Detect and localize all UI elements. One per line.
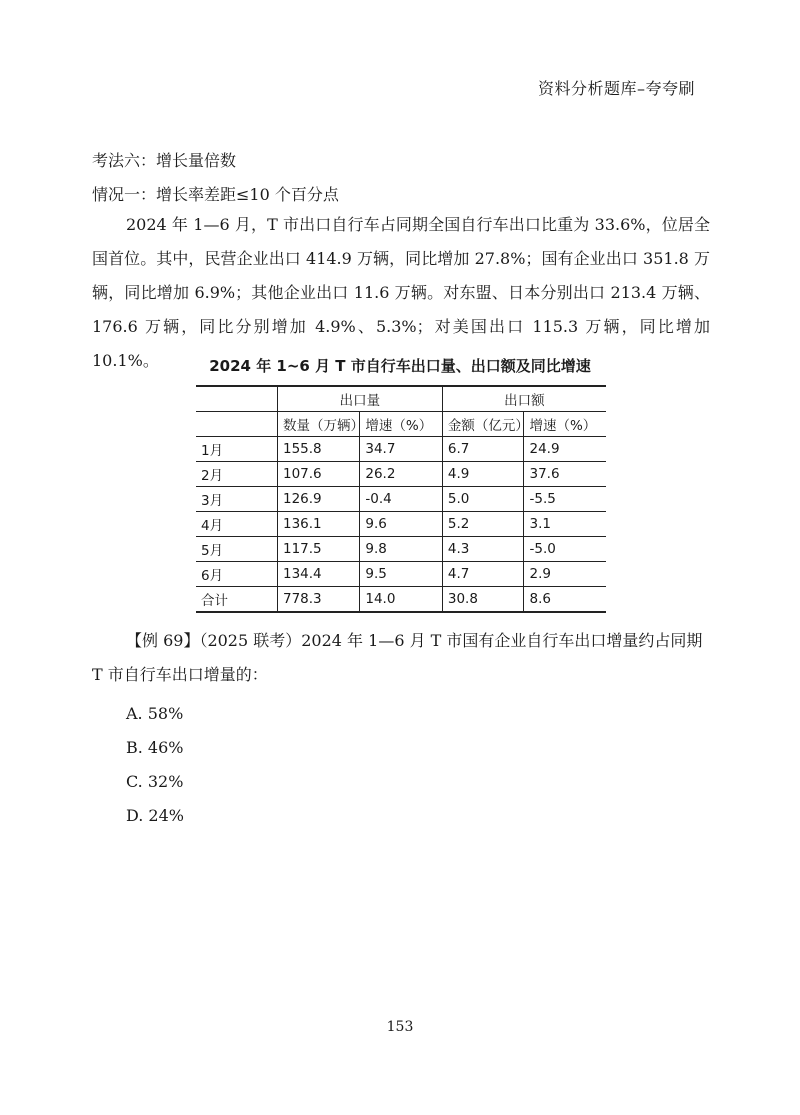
table-row <box>196 462 606 487</box>
row-label: 2月 <box>196 462 278 487</box>
table-cell: 6.7 <box>442 437 524 462</box>
table-row <box>196 562 606 587</box>
table-cell: 2.9 <box>524 562 606 587</box>
table-group-header-row <box>196 386 606 412</box>
table-cell: 26.2 <box>360 462 442 487</box>
table-cell: 107.6 <box>278 462 360 487</box>
sub-header: 数量（万辆） <box>278 412 360 437</box>
option-d[interactable]: D. 24% <box>126 806 184 825</box>
table-cell: 136.1 <box>278 512 360 537</box>
case-title: 情况一：增长率差距≤10 个百分点 <box>92 185 339 204</box>
table-cell: 37.6 <box>524 462 606 487</box>
section-title: 考法六：增长量倍数 <box>92 151 237 170</box>
table-cell: 5.2 <box>442 512 524 537</box>
table-row <box>196 437 606 462</box>
page-number: 153 <box>386 1019 414 1035</box>
export-table <box>196 385 606 613</box>
table-cell: 14.0 <box>360 587 442 613</box>
row-label: 3月 <box>196 487 278 512</box>
sub-header: 增速（%） <box>360 412 442 437</box>
option-b[interactable]: B. 46% <box>126 738 184 757</box>
table-cell: 30.8 <box>442 587 524 613</box>
table-cell: 155.8 <box>278 437 360 462</box>
table-cell: 4.7 <box>442 562 524 587</box>
table-corner-cell <box>196 412 278 437</box>
table-cell: 5.0 <box>442 487 524 512</box>
table-cell: 9.6 <box>360 512 442 537</box>
table-cell: 3.1 <box>524 512 606 537</box>
table-title: 2024 年 1~6 月 T 市自行车出口量、出口额及同比增速 <box>209 357 591 375</box>
sub-header: 金额（亿元） <box>442 412 524 437</box>
table-cell: -0.4 <box>360 487 442 512</box>
group-header-volume: 出口量 <box>278 386 443 412</box>
row-label: 1月 <box>196 437 278 462</box>
group-header-value: 出口额 <box>442 386 606 412</box>
question-text: 【例 69】（2025 联考）2024 年 1—6 月 T 市国有企业自行车出口增量约占同期 T 市自行车出口增量的： <box>92 631 703 684</box>
table-sub-header-row <box>196 412 606 437</box>
page-header: 资料分析题库–夸夸刷 <box>537 79 695 98</box>
option-c[interactable]: C. 32% <box>126 772 184 791</box>
table-cell: 9.5 <box>360 562 442 587</box>
table-row <box>196 512 606 537</box>
table-corner-cell <box>196 386 278 412</box>
table-cell: 4.3 <box>442 537 524 562</box>
table-cell: 778.3 <box>278 587 360 613</box>
table-cell: -5.5 <box>524 487 606 512</box>
row-label: 合计 <box>196 587 278 613</box>
table-cell: 34.7 <box>360 437 442 462</box>
table-cell: 4.9 <box>442 462 524 487</box>
sub-header: 增速（%） <box>524 412 606 437</box>
table-total-row <box>196 587 606 613</box>
table-cell: 117.5 <box>278 537 360 562</box>
table-row <box>196 487 606 512</box>
table-cell: 24.9 <box>524 437 606 462</box>
table-row <box>196 537 606 562</box>
table-cell: 126.9 <box>278 487 360 512</box>
material-paragraph: 2024 年 1—6 月，T 市出口自行车占同期全国自行车出口比重为 33.6%，位居全国首位。其中，民营企业出口 414.9 万辆，同比增加 27.8%；国有企业出口 351.8 万辆，同比增加 6.9%；其他企业出口 11.6 万辆。对东盟、日本分别出口 213.4 万辆、176.6 万辆，同比分别增加 4.9%、5.3%；对美国出口 115.3 万辆，同比增加 10.1%。 <box>92 215 710 370</box>
table-cell: 8.6 <box>524 587 606 613</box>
table-cell: 9.8 <box>360 537 442 562</box>
option-a[interactable]: A. 58% <box>126 704 184 723</box>
row-label: 6月 <box>196 562 278 587</box>
table-cell: -5.0 <box>524 537 606 562</box>
table-cell: 134.4 <box>278 562 360 587</box>
row-label: 4月 <box>196 512 278 537</box>
row-label: 5月 <box>196 537 278 562</box>
